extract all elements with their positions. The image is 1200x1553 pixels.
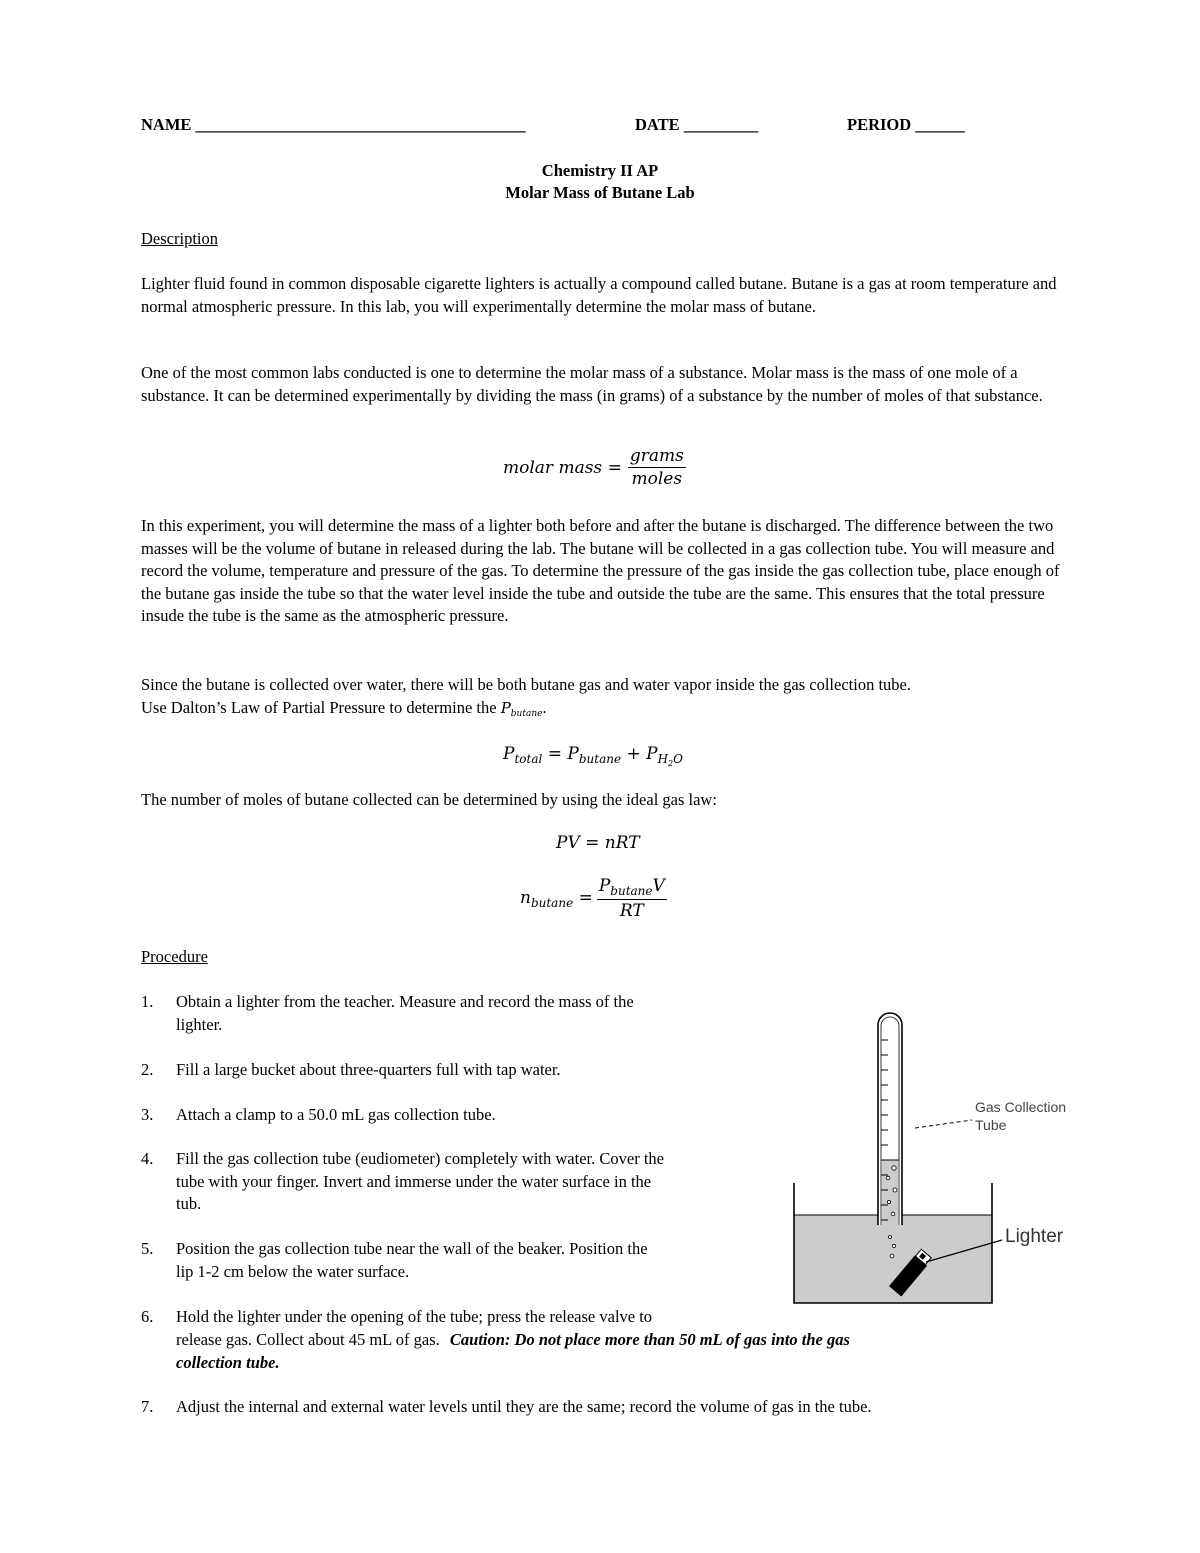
step-2-line-1: Fill a large bucket about three-quarters full with tap water. [176,1060,561,1079]
tube-leader-line [915,1120,972,1128]
p-total-subscript: total [514,752,543,766]
step-1-line-2: lighter. [176,1015,223,1034]
lab-title: Molar Mass of Butane Lab [505,183,695,202]
num-v: V [652,876,665,896]
equation-moles-butane [520,876,667,921]
date-label: DATE [635,115,680,134]
tube-label-line-2: Tube [975,1117,1007,1133]
step-5-line-2: lip 1-2 cm below the water surface. [176,1262,410,1281]
moles-numerator [597,876,667,900]
p-water-subscript [658,752,683,766]
p-symbol: P [500,699,511,717]
description-heading: Description [141,229,218,248]
p-butane-symbol [501,699,543,717]
period-mark: . [542,698,547,717]
step-6-line-1: Hold the lighter under the opening of the tube; press the release valve to [176,1307,653,1326]
water-fill [794,1215,992,1303]
lighter-label: Lighter [1005,1226,1064,1247]
step-1-number: 1. [141,992,154,1011]
description-paragraph-5: The number of moles of butane collected can be determined by using the ideal gas law: [141,790,717,809]
step-6-number: 6. [141,1307,154,1326]
step-4-line-1: Fill the gas collection tube (eudiometer) completely with water. Cover the [176,1149,664,1168]
plus-sign: + [621,744,647,764]
equation-daltons-law [503,744,683,768]
step-3-number: 3. [141,1105,154,1124]
fraction-denominator: moles [631,469,683,489]
water-sub-2: 2 [668,759,674,768]
equals-sign: = [542,744,568,764]
description-paragraph-3: In this experiment, you will determine the mass of a lighter both before and after the butane is discharged. The difference between the two masses will be the volume of butane in released during the lab. The butane will be collected in a gas collection tube. You will measure and record the volume, temperature and pressure of the gas. To determine the pressure of the gas inside the gas collection tube, place enough of the butane gas inside the tube so that the water level inside the tube and outside the tube are the same. This ensures that the total pressure insude the tube is the same as the atmospheric pressure. [141,516,1060,626]
step-6-caution: Caution: Do not place more than 50 mL of gas into the gas [449,1330,850,1349]
fraction-numerator: grams [629,446,684,466]
period-blank: ______ [915,115,965,134]
p-butane-subscript-eq: butane [578,752,622,766]
p-subscript: butane [510,709,543,719]
gas-collection-diagram [780,1000,1100,1320]
p-total-symbol: P [503,744,515,764]
step-6-line-2 [176,1329,850,1352]
step-6-caution-cont: collection tube. [176,1353,280,1372]
p-water-symbol: P [646,744,658,764]
step-3-line-1: Attach a clamp to a 50.0 mL gas collection tube. [176,1105,496,1124]
equation-molar-mass [503,446,686,489]
n-subscript: butane [530,895,574,910]
period-field [847,114,965,137]
daltons-law-text: Use Dalton’s Law of Partial Pressure to determine the [141,698,497,717]
period-label: PERIOD [847,115,912,134]
water-sub-h: H [657,752,669,766]
moles-lhs [520,888,593,910]
description-paragraph-1: Lighter fluid found in common disposable cigarette lighters is actually a compound called butane. Butane is a gas at room temperature and normal atmospheric pressure. In this lab, you will experimentally determine the molar mass of butane. [141,274,1057,316]
water-sub-o: O [673,752,683,766]
course-title: Chemistry II AP [541,161,659,180]
step-2-number: 2. [141,1060,154,1079]
equation-lhs: molar mass = [503,457,622,478]
step-7-line-1: Adjust the internal and external water levels until they are the same; record the volume of gas in the tube. [176,1397,872,1416]
equals-sign-2: = [573,887,593,908]
step-6-line-2-text: release gas. Collect about 45 mL of gas. [176,1330,440,1349]
description-paragraph-2: One of the most common labs conducted is one to determine the molar mass of a substance. Molar mass is the mass of one mole of a substance. It can be determined experimentally by dividing the mass (in grams) of a substance by the number of moles of that substance. [141,363,1043,405]
date-field [635,114,758,137]
step-5-number: 5. [141,1239,154,1258]
step-4-number: 4. [141,1149,154,1168]
num-p: P [598,876,611,896]
step-1-line-1: Obtain a lighter from the teacher. Measure and record the mass of the [176,992,634,1011]
step-5-line-1: Position the gas collection tube near the wall of the beaker. Position the [176,1239,648,1258]
moles-fraction [597,876,667,921]
description-paragraph-4: Since the butane is collected over water, there will be both butane gas and water vapor inside the gas collection tube. [141,675,911,694]
moles-denominator: RT [619,901,644,921]
tube-label-line-1: Gas Collection [975,1099,1067,1115]
step-4-line-2: tube with your finger. Invert and immerse under the water surface in the [176,1172,652,1191]
name-label: NAME [141,115,192,134]
procedure-heading: Procedure [141,947,208,966]
name-blank: ________________________________________ [195,115,526,134]
daltons-law-line [141,697,547,726]
equation-fraction [628,446,686,489]
n-symbol: n [520,887,531,908]
num-subscript: butane [610,884,653,898]
step-7-number: 7. [141,1397,154,1416]
equation-ideal-gas-law: PV = nRT [556,833,640,853]
date-blank: _________ [683,115,758,134]
p-butane-symbol-eq: P [567,744,579,764]
step-4-line-3: tub. [176,1194,202,1213]
